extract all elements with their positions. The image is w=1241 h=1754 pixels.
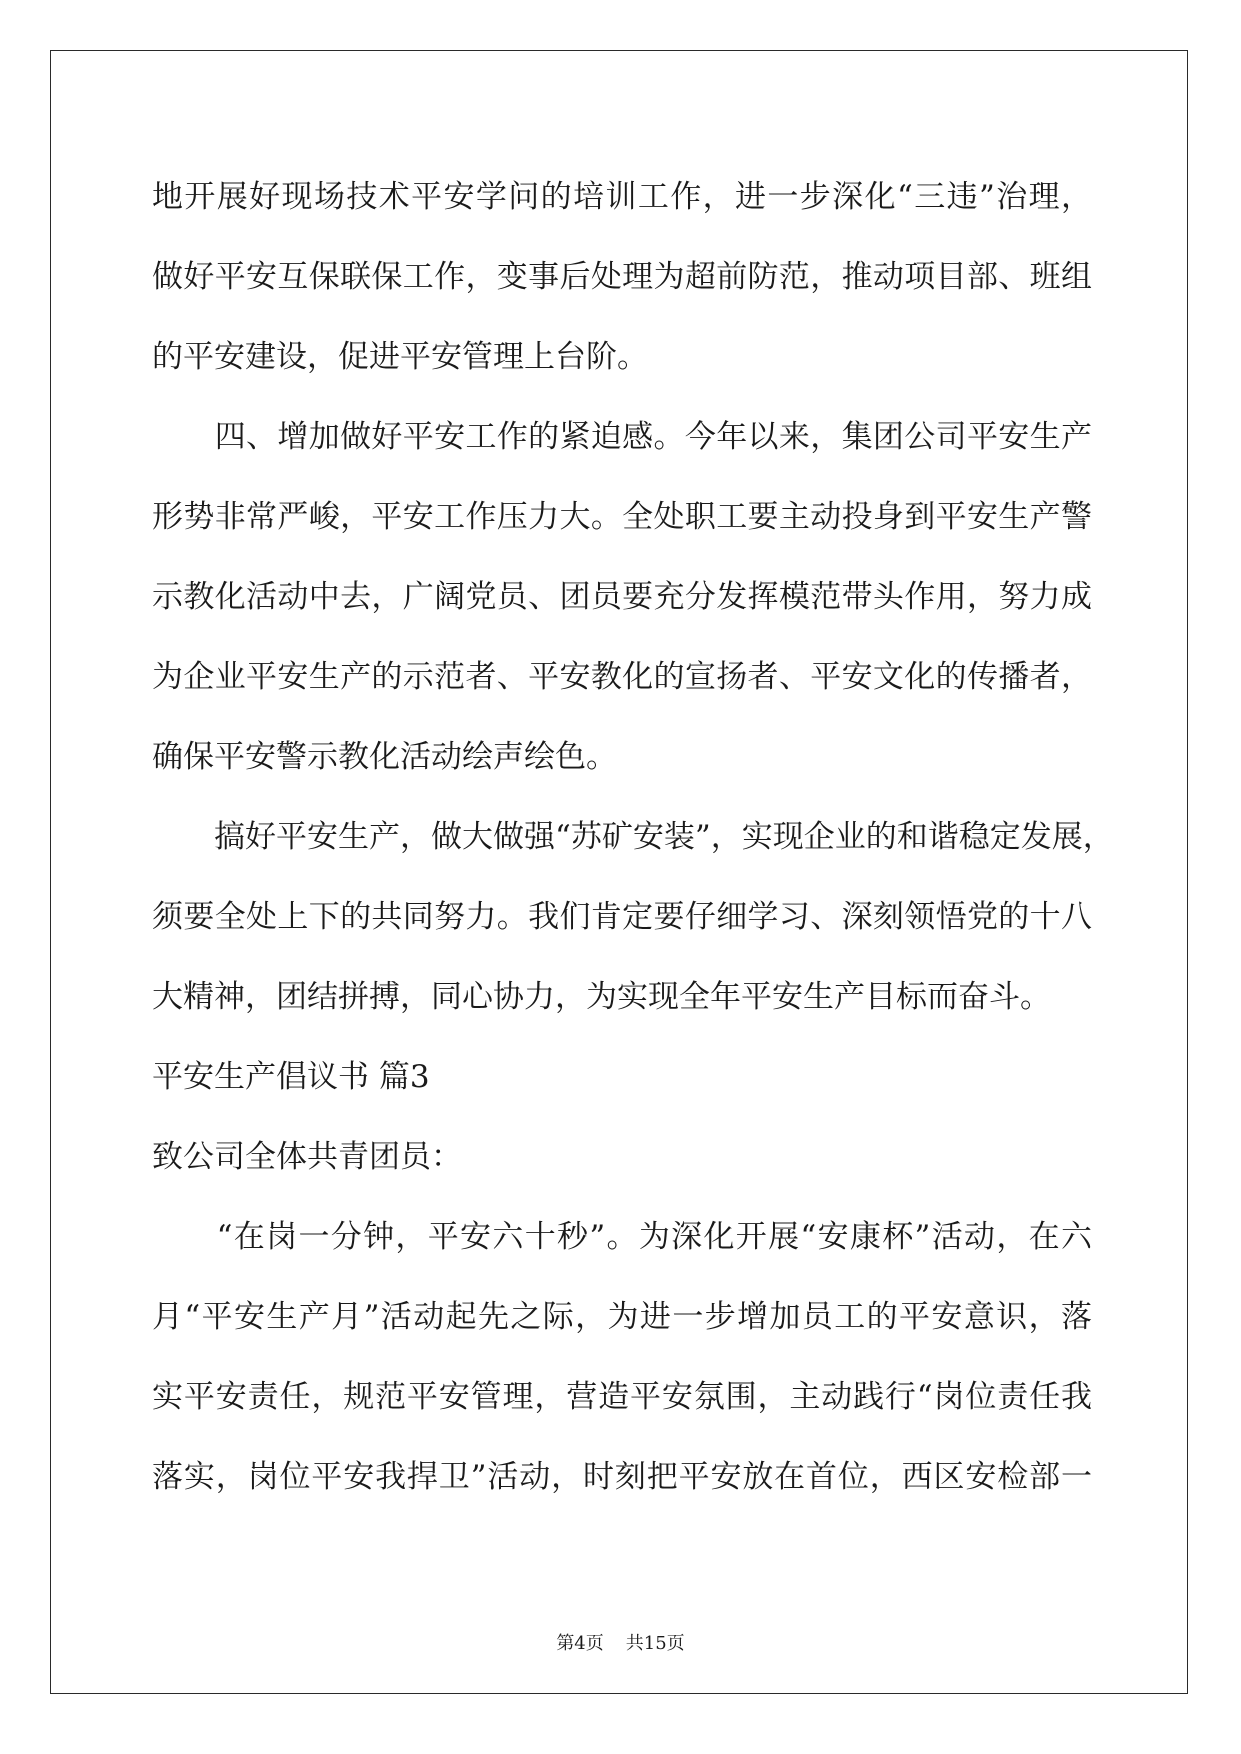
page-footer <box>0 1629 1241 1655</box>
document-body <box>152 165 1114 1509</box>
body-line: “在岗一分钟，平安六十秒”。为深化开展“安康杯”活动，在六 <box>152 1219 1092 1255</box>
body-line: 为企业平安生产的示范者、平安教化的宣扬者、平安文化的传播者， <box>152 659 1092 695</box>
body-line: 确保平安警示教化活动绘声绘色。 <box>152 739 617 775</box>
body-line: 落实，岗位平安我捍卫”活动，时刻把平安放在首位，西区安检部一 <box>152 1459 1092 1495</box>
body-line: 实平安责任，规范平安管理，营造平安氛围，主动践行“岗位责任我 <box>152 1379 1092 1415</box>
body-line: 四、增加做好平安工作的紧迫感。今年以来，集团公司平安生产 <box>152 419 1092 455</box>
body-line: 的平安建设，促进平安管理上台阶。 <box>152 339 648 375</box>
salutation: 致公司全体共青团员： <box>152 1139 462 1175</box>
section-heading: 平安生产倡议书 篇3 <box>152 1059 430 1095</box>
body-line: 搞好平安生产，做大做强“苏矿安装”，实现企业的和谐稳定发展， <box>152 819 1114 855</box>
page-total: 共15页 <box>625 1633 685 1654</box>
body-line: 月“平安生产月”活动起先之际，为进一步增加员工的平安意识，落 <box>152 1299 1092 1335</box>
body-line: 做好平安互保联保工作，变事后处理为超前防范，推动项目部、班组 <box>152 259 1092 295</box>
page-number: 第4页 <box>556 1633 604 1654</box>
body-line: 须要全处上下的共同努力。我们肯定要仔细学习、深刻领悟党的十八 <box>152 899 1092 935</box>
body-line: 地开展好现场技术平安学问的培训工作，进一步深化“三违”治理， <box>152 179 1092 215</box>
body-line: 形势非常严峻，平安工作压力大。全处职工要主动投身到平安生产警 <box>152 499 1092 535</box>
body-line: 大精神，团结拼搏，同心协力，为实现全年平安生产目标而奋斗。 <box>152 979 1051 1015</box>
body-line: 示教化活动中去，广阔党员、团员要充分发挥模范带头作用，努力成 <box>152 579 1092 615</box>
